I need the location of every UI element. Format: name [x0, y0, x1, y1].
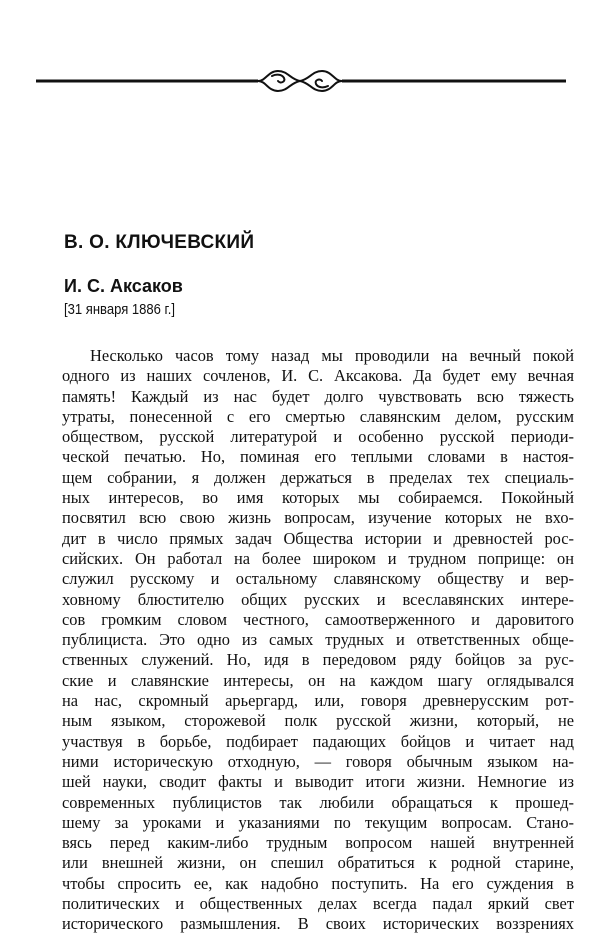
text-line: ственных служений. Но, идя в передовом ряду бойцов за рус-: [62, 650, 574, 670]
text-line: политических и общественных делах всегда падал яркий свет: [62, 894, 574, 914]
text-line: сийских. Он работал на более широком и трудном поприще: он: [62, 548, 574, 568]
text-line: ские и славянские интересы, он на каждом шагу оглядывался: [62, 670, 574, 690]
text-line: на нас, скромный арьергард, или, говоря древнерусским рот-: [62, 691, 574, 711]
flourish-icon: [258, 71, 342, 91]
text-line: чтобы спросить ее, как надобно поступить. На его суждения в: [62, 873, 574, 893]
text-line: современных публицистов так любили обращаться к прошед-: [62, 792, 574, 812]
text-line: утраты, понесенной с его смертью славянским делом, русским: [62, 406, 574, 426]
text-line: одного из наших сочленов, И. С. Аксакова. Да будет ему вечная: [62, 366, 574, 386]
article-title: И. С. Аксаков: [64, 276, 183, 296]
text-line: исторического размышления. В своих исторических воззрениях: [62, 914, 574, 934]
body-paragraph: [62, 346, 574, 935]
text-line: ным языком, сторожевой полк русской жизни, который, не: [62, 711, 574, 731]
text-line: обществом, русской литературой и особенно русской периоди-: [62, 427, 574, 447]
text-line: ховному блюстителю общих русских и всеславянских интере-: [62, 589, 574, 609]
text-line: щем собрании, я должен держаться в пределах тех специаль-: [62, 467, 574, 487]
article-date: [31 января 1886 г.]: [64, 302, 175, 318]
text-line: сов громким словом честного, самоотверженного и даровитого: [62, 609, 574, 629]
text-line: шему за уроками и указаниями по текущим вопросам. Стано-: [62, 812, 574, 832]
text-line: вясь перед каким-либо трудным вопросом нашей внутренней: [62, 833, 574, 853]
text-line: участвуя в борьбе, подбирает падающих бойцов и читает над: [62, 731, 574, 751]
text-line: дит в число прямых задач Общества истории и древностей рос-: [62, 528, 574, 548]
text-line: Несколько часов тому назад мы проводили на вечный покой: [90, 346, 574, 365]
text-line: ческой печатью. Но, поминая его теплыми словами в настоя-: [62, 447, 574, 467]
author-heading: В. О. КЛЮЧЕВСКИЙ: [64, 232, 255, 253]
text-line: публициста. Это одно из самых трудных и ответственных обще-: [62, 630, 574, 650]
text-line: ними историческую отходную, — говоря обычным языком на-: [62, 751, 574, 771]
text-line: посвятил всю свою жизнь вопросам, изучение которых не вхо-: [62, 508, 574, 528]
text-line: шей науки, сводит факты и выводит итоги жизни. Немногие из: [62, 772, 574, 792]
text-line: служил русскому и остальному славянскому обществу и вер-: [62, 569, 574, 589]
ornamental-divider: [0, 62, 600, 98]
text-line: или внешней жизни, он спешил обратиться к родной старине,: [62, 853, 574, 873]
text-line: ных интересов, во имя которых мы собираемся. Покойный: [62, 488, 574, 508]
text-line: память! Каждый из нас будет долго чувствовать всю тяжесть: [62, 386, 574, 406]
